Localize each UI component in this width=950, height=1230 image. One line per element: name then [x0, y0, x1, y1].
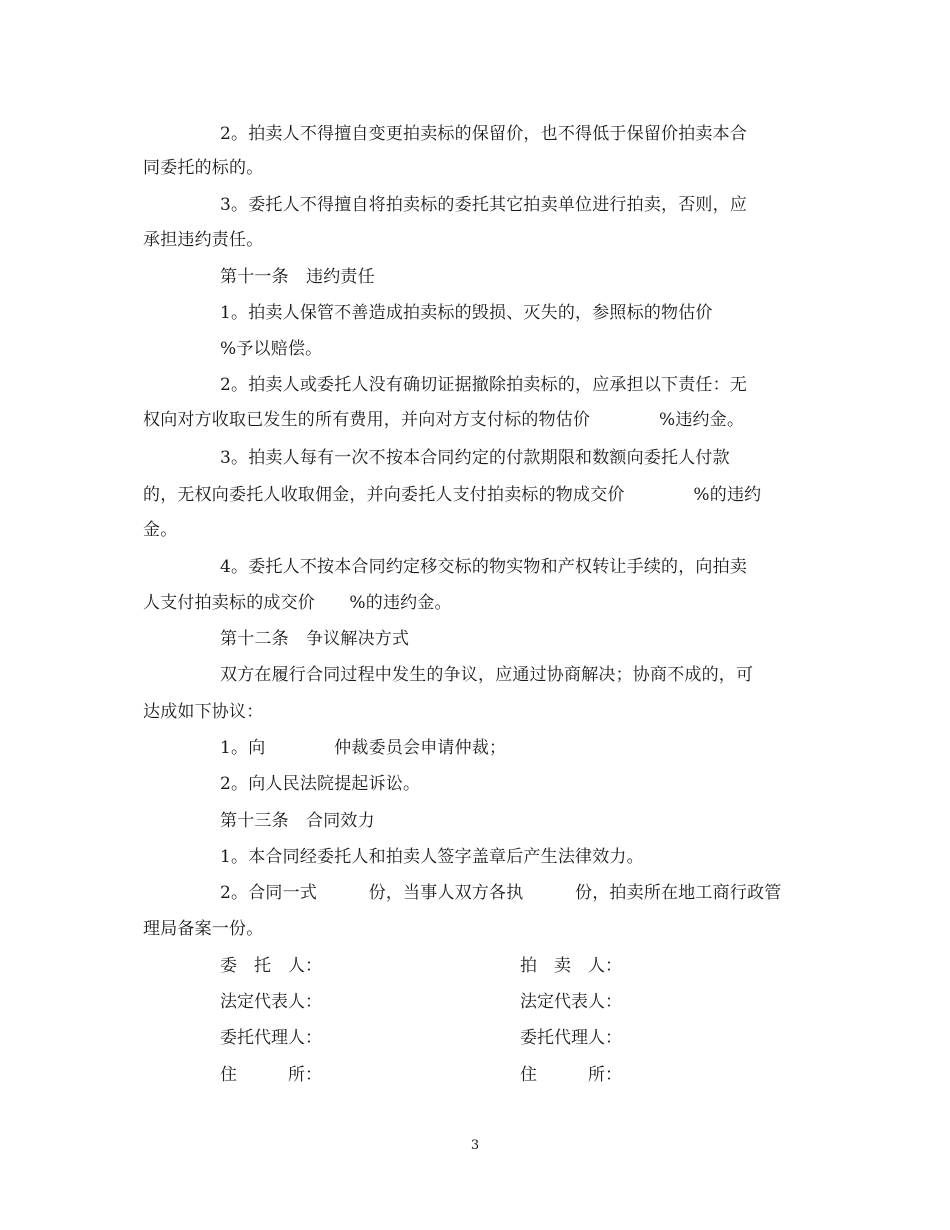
clause-11-item-4-cont: 人支付拍卖标的成交价 %的违约金。: [143, 593, 452, 613]
clause-11-item-3-cont: 的，无权向委托人收取佣金，并向委托人支付拍卖标的物成交价 %的违约: [143, 485, 762, 505]
signature-principal-label: 委 托 人：: [220, 956, 322, 976]
signature-right-agent: 委托代理人：: [520, 1028, 622, 1048]
clause-13-heading: 第十三条 合同效力: [220, 811, 375, 831]
clause-11-item-3: 3。拍卖人每有一次不按本合同约定的付款期限和数额向委托人付款: [220, 448, 730, 468]
signature-left-legal-rep: 法定代表人：: [220, 992, 322, 1012]
clause-10-item-3-cont: 承担违约责任。: [143, 230, 264, 250]
clause-13-item-2-cont: 理局备案一份。: [143, 919, 264, 939]
clause-12-item-2: 2。向人民法院提起诉讼。: [220, 774, 421, 794]
signature-right-legal-rep: 法定代表人：: [520, 992, 622, 1012]
clause-11-item-2: 2。拍卖人或委托人没有确切证据撤除拍卖标的，应承担以下责任：无: [220, 375, 748, 395]
clause-13-item-2: 2。合同一式 份，当事人双方各执 份，拍卖所在地工商行政管: [220, 883, 782, 903]
clause-12-item-1: 1。向 仲裁委员会申请仲裁；: [220, 738, 507, 758]
clause-11-heading: 第十一条 违约责任: [220, 267, 375, 287]
clause-11-item-1: 1。拍卖人保管不善造成拍卖标的毁损、灭失的，参照标的物估价: [220, 303, 713, 323]
clause-10-item-2-cont: 同委托的标的。: [143, 158, 264, 178]
clause-11-item-2-cont: 权向对方收取已发生的所有费用，并向对方支付标的物估价 %违约金。: [143, 410, 745, 430]
clause-10-item-2: 2。拍卖人不得擅自变更拍卖标的保留价，也不得低于保留价拍卖本合: [220, 124, 748, 144]
clause-10-item-3: 3。委托人不得擅自将拍卖标的委托其它拍卖单位进行拍卖，否则，应: [220, 195, 748, 215]
signature-left-agent: 委托代理人：: [220, 1028, 322, 1048]
signature-left-address: 住 所：: [220, 1065, 322, 1085]
clause-13-item-1: 1。本合同经委托人和拍卖人签字盖章后产生法律效力。: [220, 847, 644, 867]
clause-11-item-4: 4。委托人不按本合同约定移交标的物实物和产权转让手续的，向拍卖: [220, 557, 748, 577]
clause-11-item-1-cont: %予以赔偿。: [220, 339, 323, 359]
signature-right-address: 住 所：: [520, 1065, 622, 1085]
page-number: 3: [470, 1138, 480, 1153]
clause-12-intro-cont: 达成如下协议：: [143, 702, 264, 722]
clause-12-intro: 双方在履行合同过程中发生的争议，应通过协商解决；协商不成的，可: [220, 665, 754, 685]
signature-auctioneer-label: 拍 卖 人：: [520, 956, 622, 976]
clause-12-heading: 第十二条 争议解决方式: [220, 629, 410, 649]
clause-11-item-3-cont2: 金。: [143, 520, 178, 540]
